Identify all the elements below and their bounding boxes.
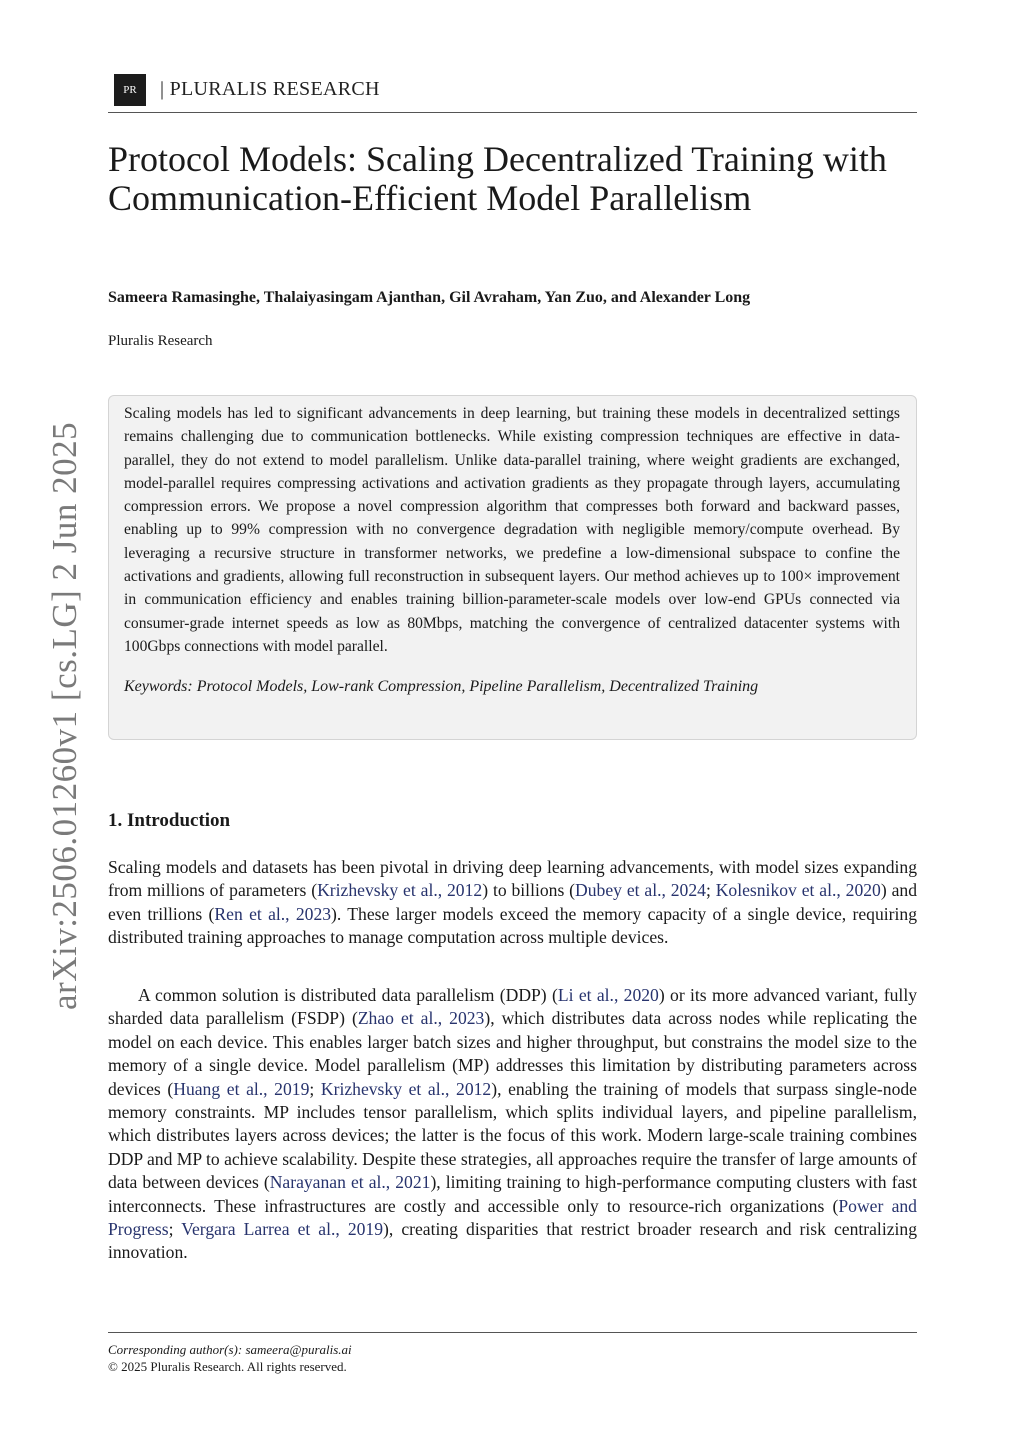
footer-divider xyxy=(108,1332,917,1333)
text-run: ; xyxy=(705,880,716,901)
pluralis-logo: PR xyxy=(114,74,146,106)
text-run: ). These larger models exceed the memory capacity of a single device, requiring distributed training approaches to manage computation across multiple devices. xyxy=(108,903,917,948)
text-run: ; xyxy=(168,1219,182,1240)
intro-paragraph-2 xyxy=(108,984,917,1265)
arxiv-identifier-stamp: arXiv:2506.01260v1 [cs.LG] 2 Jun 2025 xyxy=(45,421,84,1010)
author-list: Sameera Ramasinghe, Thalaiyasingam Ajanthan, Gil Avraham, Yan Zuo, and Alexander Long xyxy=(108,289,751,306)
citation-link[interactable]: Krizhevsky et al., 2012 xyxy=(317,880,483,901)
paper-title: Protocol Models: Scaling Decentralized Training with Communication-Efficient Model Parallelism xyxy=(108,139,887,218)
citation-link[interactable]: Krizhevsky et al., 2012 xyxy=(320,1078,492,1099)
text-run: A common solution is distributed data parallelism (DDP) ( xyxy=(138,985,558,1005)
text-run: ), creating disparities that restrict broader research and risk centralizing innovation. xyxy=(108,1219,917,1263)
citation-link[interactable]: Li et al., 2020 xyxy=(557,985,659,1005)
page-header xyxy=(108,74,917,114)
text-run: ), which distributes data across nodes while replicating the model on each device. This enables larger batch sizes and higher throughput, but constrains the model size to the memory of a single device. Model parallelism (MP) addresses this limitation by distributing parameters across devices ( xyxy=(108,1008,917,1099)
text-run: Scaling models and datasets has been pivotal in driving deep learning advancements, with model sizes expanding from millions of parameters ( xyxy=(108,857,917,901)
citation-link[interactable]: Kolesnikov et al., 2020 xyxy=(715,880,881,901)
citation-link[interactable]: Dubey et al., 2024 xyxy=(575,880,706,901)
page-footer xyxy=(108,1341,352,1375)
text-run: ), limiting training to high-performance computing clusters with fast interconnects. These infrastructures are costly and accessible only to resource-rich organizations ( xyxy=(108,1172,917,1216)
copyright-notice: © 2025 Pluralis Research. All rights reserved. xyxy=(108,1359,347,1374)
affiliation: Pluralis Research xyxy=(108,333,213,349)
text-run: ) and even trillions ( xyxy=(108,880,917,924)
section-heading-introduction: 1. Introduction xyxy=(108,810,231,831)
citation-link[interactable]: Power and Progress xyxy=(108,1195,917,1240)
text-run: ; xyxy=(309,1078,321,1099)
abstract-text: Scaling models has led to significant advancements in deep learning, but training these models in decentralized settings remains challenging due to communication bottlenecks. While existing compression techniques are effective in data-parallel, they do not extend to model parallelism. Unlike data-parallel training, where weight gradients are exchanged, model-parallel requires compressing activations and activation gradients as they propagate through layers, accumulating compression errors. We propose a novel compression algorithm that compresses both forward and backward passes, enabling up to 99% compression with no convergence degradation with negligible memory/compute overhead. By leveraging a recursive structure in transformer networks, we predefine a low-dimensional subspace to confine the activations and gradients, allowing full reconstruction in subsequent layers. Our method achieves up to 100× improvement in communication efficiency and enables training billion-parameter-scale models over low-end GPUs connected via consumer-grade internet speeds as low as 80Mbps, matching the convergence of centralized datacenter systems with 100Gbps connections with model parallel. xyxy=(124,405,900,655)
keywords: Keywords: Protocol Models, Low-rank Compression, Pipeline Parallelism, Decentralized Training xyxy=(124,678,759,696)
corresponding-author: Corresponding author(s): sameera@puralis.ai xyxy=(108,1342,352,1357)
citation-link[interactable]: Huang et al., 2019 xyxy=(173,1078,310,1099)
header-divider xyxy=(108,112,917,113)
citation-link[interactable]: Narayanan et al., 2021 xyxy=(269,1172,431,1193)
text-run: ), enabling the training of models that surpass single-node memory constraints. MP includes tensor parallelism, which splits individual layers, and pipeline parallelism, which distributes layers across devices; the latter is the focus of this work. Modern large-scale training combines DDP and MP to achieve scalability. Despite these strategies, all approaches require the transfer of large amounts of data between devices ( xyxy=(108,1078,917,1193)
abstract-box xyxy=(108,395,917,740)
text-run: ) or its more advanced variant, fully sharded data parallelism (FSDP) ( xyxy=(108,985,918,1029)
intro-paragraph-1 xyxy=(108,856,917,950)
citation-link[interactable]: Zhao et al., 2023 xyxy=(357,1008,485,1029)
text-run: ) to billions ( xyxy=(482,880,576,901)
citation-link[interactable]: Ren et al., 2023 xyxy=(214,903,332,924)
organization-name: | PLURALIS RESEARCH xyxy=(160,78,380,100)
citation-link[interactable]: Vergara Larrea et al., 2019 xyxy=(181,1219,384,1240)
